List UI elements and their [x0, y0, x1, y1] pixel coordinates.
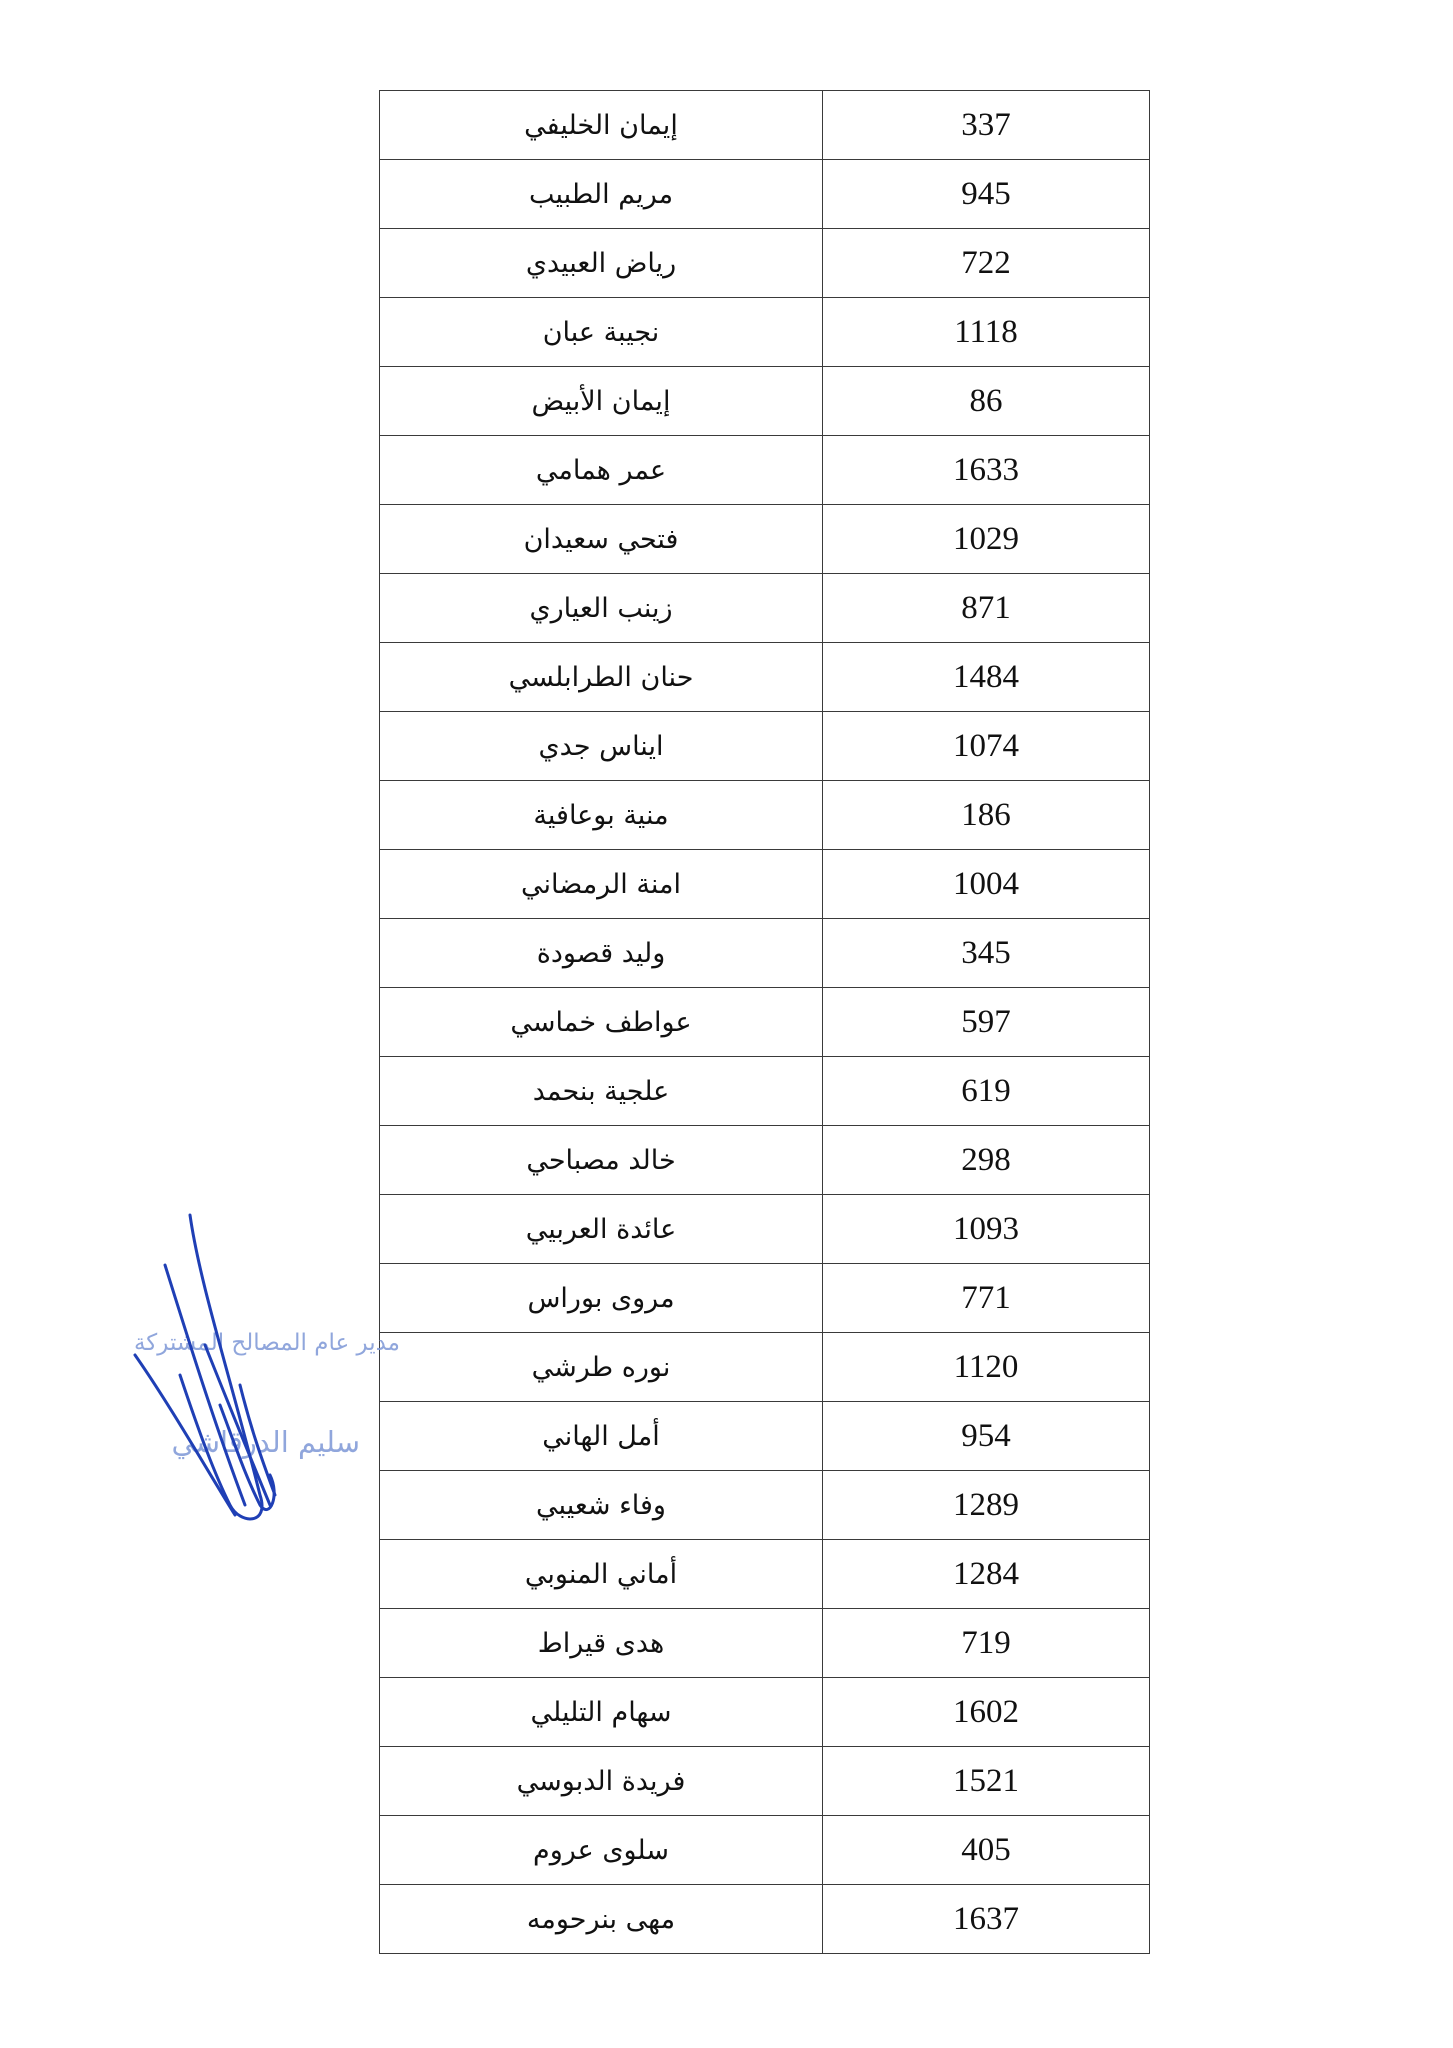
table-row	[380, 574, 1150, 643]
table-row	[380, 229, 1150, 298]
name-cell: سلوى عروم	[380, 1816, 823, 1885]
table-row	[380, 91, 1150, 160]
number-cell: 771	[823, 1264, 1150, 1333]
name-cell: زينب العياري	[380, 574, 823, 643]
number-cell: 345	[823, 919, 1150, 988]
name-cell: امنة الرمضاني	[380, 850, 823, 919]
number-cell: 298	[823, 1126, 1150, 1195]
number-cell: 1120	[823, 1333, 1150, 1402]
name-cell: أماني المنوبي	[380, 1540, 823, 1609]
table-row	[380, 781, 1150, 850]
name-cell: سهام التليلي	[380, 1678, 823, 1747]
number-cell: 1633	[823, 436, 1150, 505]
name-cell: مريم الطبيب	[380, 160, 823, 229]
name-cell: منية بوعافية	[380, 781, 823, 850]
name-cell: مهى بنرحومه	[380, 1885, 823, 1954]
table-row	[380, 1402, 1150, 1471]
number-cell: 1602	[823, 1678, 1150, 1747]
name-cell: فريدة الدبوسي	[380, 1747, 823, 1816]
number-cell: 1029	[823, 505, 1150, 574]
number-cell: 1284	[823, 1540, 1150, 1609]
name-cell: نجيبة عبان	[380, 298, 823, 367]
number-cell: 871	[823, 574, 1150, 643]
table-row	[380, 712, 1150, 781]
number-cell: 1074	[823, 712, 1150, 781]
table-row	[380, 850, 1150, 919]
table-row	[380, 1678, 1150, 1747]
name-cell: إيمان الأبيض	[380, 367, 823, 436]
name-cell: خالد مصباحي	[380, 1126, 823, 1195]
stamp-title: مدير عام المصالح المشتركة	[133, 1330, 400, 1356]
name-cell: عمر همامي	[380, 436, 823, 505]
table-row	[380, 505, 1150, 574]
number-cell: 1637	[823, 1885, 1150, 1954]
number-cell: 597	[823, 988, 1150, 1057]
number-cell: 945	[823, 160, 1150, 229]
table-row	[380, 1609, 1150, 1678]
name-cell: هدى قيراط	[380, 1609, 823, 1678]
table-row	[380, 1471, 1150, 1540]
name-cell: وليد قصودة	[380, 919, 823, 988]
stamp-name: سليم الدرقاشي	[171, 1425, 360, 1459]
table-row	[380, 988, 1150, 1057]
number-cell: 86	[823, 367, 1150, 436]
table-row	[380, 160, 1150, 229]
name-cell: وفاء شعيبي	[380, 1471, 823, 1540]
name-cell: فتحي سعيدان	[380, 505, 823, 574]
name-cell: علجية بنحمد	[380, 1057, 823, 1126]
name-cell: مروى بوراس	[380, 1264, 823, 1333]
names-numbers-table	[379, 90, 1150, 1954]
number-cell: 719	[823, 1609, 1150, 1678]
table-row	[380, 919, 1150, 988]
number-cell: 1004	[823, 850, 1150, 919]
name-cell: ايناس جدي	[380, 712, 823, 781]
table-body	[380, 91, 1150, 1954]
number-cell: 1118	[823, 298, 1150, 367]
number-cell: 337	[823, 91, 1150, 160]
number-cell: 1521	[823, 1747, 1150, 1816]
name-cell: أمل الهاني	[380, 1402, 823, 1471]
number-cell: 186	[823, 781, 1150, 850]
name-cell: رياض العبيدي	[380, 229, 823, 298]
table-row	[380, 1264, 1150, 1333]
table-row	[380, 643, 1150, 712]
number-cell: 954	[823, 1402, 1150, 1471]
table-row	[380, 1057, 1150, 1126]
number-cell: 1093	[823, 1195, 1150, 1264]
table-row	[380, 1195, 1150, 1264]
table-row	[380, 1333, 1150, 1402]
table-row	[380, 1126, 1150, 1195]
table-row	[380, 298, 1150, 367]
number-cell: 1289	[823, 1471, 1150, 1540]
table-row	[380, 1540, 1150, 1609]
number-cell: 1484	[823, 643, 1150, 712]
official-stamp	[10, 1320, 400, 1490]
name-cell: إيمان الخليفي	[380, 91, 823, 160]
name-cell: حنان الطرابلسي	[380, 643, 823, 712]
table-row	[380, 1816, 1150, 1885]
table-row	[380, 1747, 1150, 1816]
number-cell: 619	[823, 1057, 1150, 1126]
number-cell: 405	[823, 1816, 1150, 1885]
table-row	[380, 436, 1150, 505]
name-cell: عائدة العربيي	[380, 1195, 823, 1264]
number-cell: 722	[823, 229, 1150, 298]
table-row	[380, 367, 1150, 436]
table-row	[380, 1885, 1150, 1954]
name-cell: عواطف خماسي	[380, 988, 823, 1057]
name-cell: نوره طرشي	[380, 1333, 823, 1402]
